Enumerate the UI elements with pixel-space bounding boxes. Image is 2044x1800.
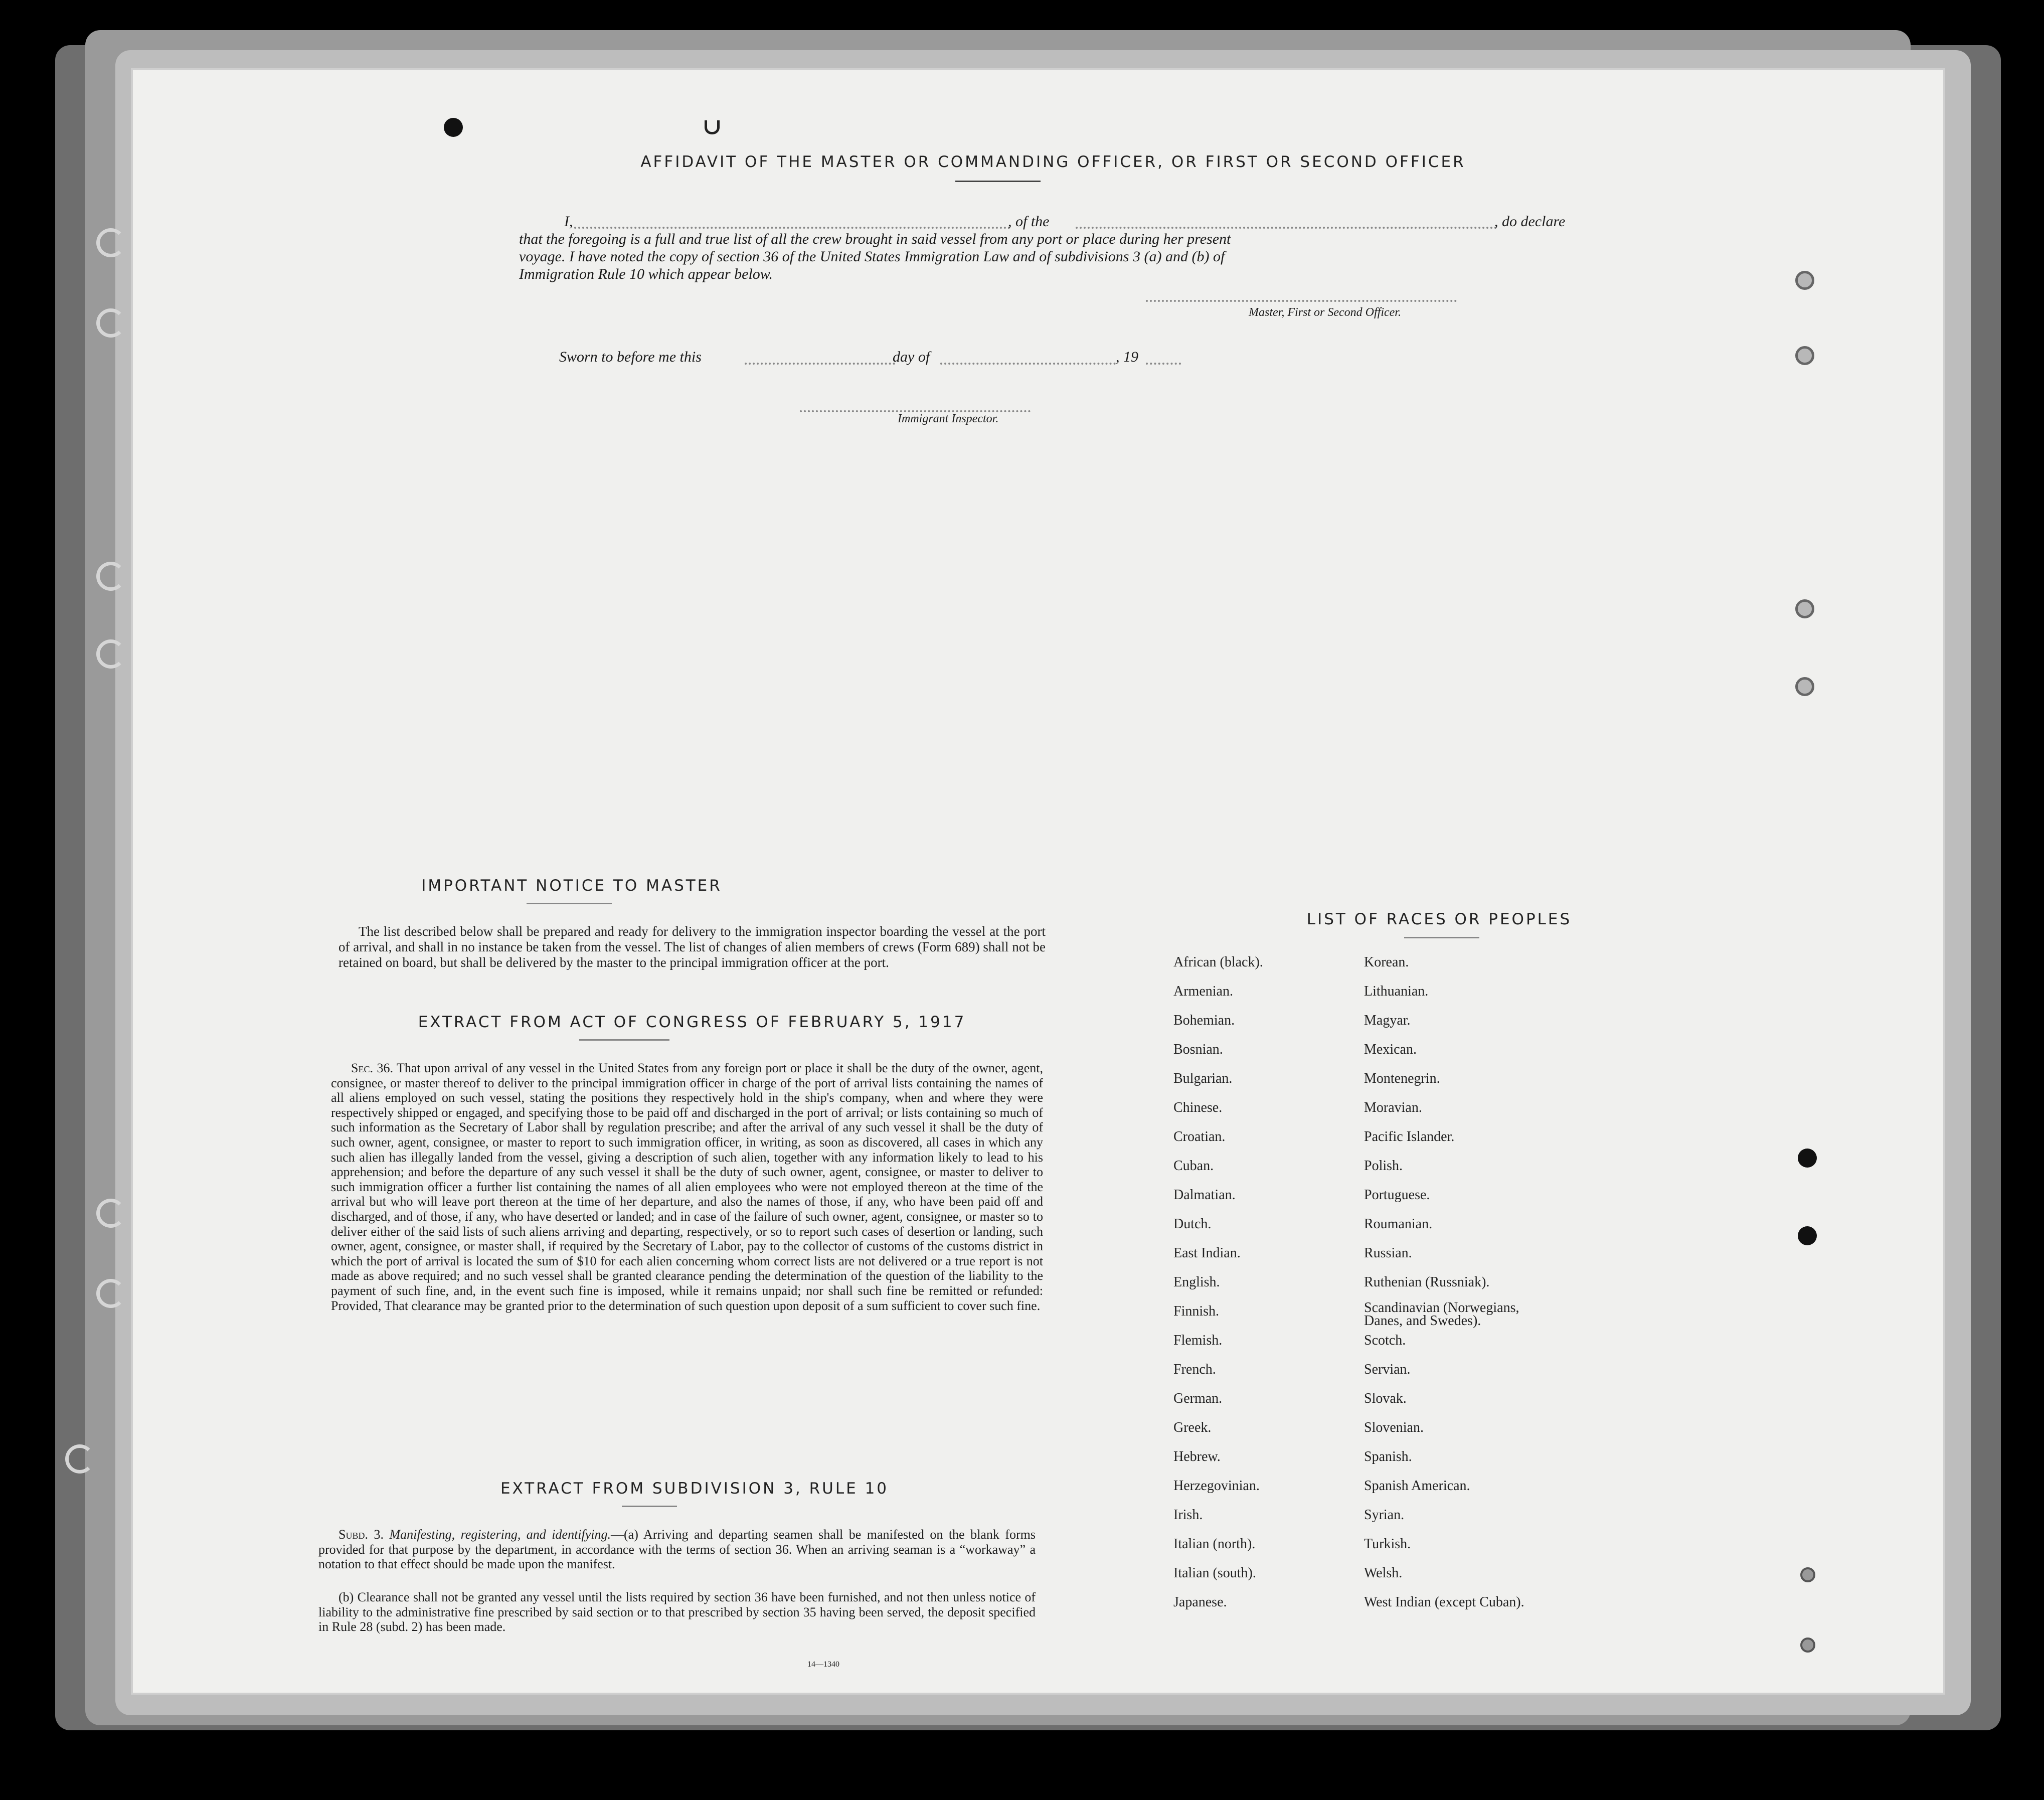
race-item: Croatian. (1173, 1129, 1226, 1144)
affidavit-title: AFFIDAVIT OF THE MASTER OR COMMANDING OFFICER, OR FIRST OR SECOND OFFICER (640, 153, 1466, 171)
master-signature-label: Master, First or Second Officer. (1249, 306, 1401, 319)
race-item: Japanese. (1173, 1594, 1227, 1610)
master-signature-line (1146, 300, 1457, 302)
race-item: Portuguese. (1364, 1187, 1430, 1203)
race-item: Chinese. (1173, 1100, 1223, 1115)
rule-subd-title: Manifesting, registering, and identifying. (389, 1527, 611, 1542)
race-item: Russian. (1364, 1245, 1412, 1261)
binder-ring (96, 639, 125, 669)
race-item: Montenegrin. (1364, 1071, 1440, 1086)
notice-underline (527, 903, 612, 904)
punch-hole (1800, 1567, 1815, 1582)
race-item: Lithuanian. (1364, 984, 1429, 999)
race-item: Mexican. (1364, 1042, 1417, 1057)
binder-hook-mark (705, 120, 720, 134)
race-item: Spanish American. (1364, 1478, 1470, 1494)
binder-ring (65, 1444, 94, 1474)
races-underline (1404, 937, 1479, 938)
race-item: Bohemian. (1173, 1013, 1235, 1028)
race-item: English. (1173, 1274, 1220, 1290)
races-title: LIST OF RACES OR PEOPLES (1306, 910, 1572, 928)
race-item: Scandinavian (Norwegians, Danes, and Swedes). (1364, 1300, 1519, 1329)
race-item: German. (1173, 1391, 1223, 1406)
punch-hole (1795, 599, 1814, 618)
sworn-label: Sworn to before me this (559, 349, 702, 365)
race-item: Irish. (1173, 1507, 1203, 1523)
race-item: Welsh. (1364, 1565, 1403, 1581)
title-underline (955, 181, 1041, 182)
affidavit-line-1: that the foregoing is a full and true list of all the crew brought in said vessel from any port or place during her present (519, 231, 1231, 247)
day-of-label: day of (893, 349, 930, 365)
race-item: Polish. (1364, 1158, 1403, 1174)
affidavit-line-2: voyage. I have noted the copy of section 36 of the United States Immigration Law and of subdivisions 3 (a) and (b) of (519, 248, 1225, 265)
act-sec-label: Sec. 36. (351, 1061, 393, 1075)
binder-ring (96, 228, 125, 257)
race-item: Finnish. (1173, 1303, 1220, 1319)
affidavit-line-3: Immigration Rule 10 which appear below. (519, 266, 773, 282)
race-item: Pacific Islander. (1364, 1129, 1455, 1144)
sworn-day-blank (745, 363, 895, 365)
race-item: Dutch. (1173, 1216, 1212, 1232)
act-title: EXTRACT FROM ACT OF CONGRESS OF FEBRUARY 5, 1917 (418, 1013, 966, 1031)
vessel-blank (1076, 227, 1497, 229)
race-item: Italian (south). (1173, 1565, 1256, 1581)
punch-hole (1795, 271, 1814, 290)
race-item: Servian. (1364, 1362, 1411, 1377)
punch-hole (444, 118, 463, 137)
race-item: Slovak. (1364, 1391, 1407, 1406)
race-item: African (black). (1173, 954, 1263, 970)
inspector-label: Immigrant Inspector. (898, 412, 999, 425)
race-item: Roumanian. (1364, 1216, 1433, 1232)
race-item: Herzegovinian. (1173, 1478, 1260, 1494)
punch-hole (1798, 1149, 1817, 1168)
notice-text: The list described below shall be prepared and ready for delivery to the immigration inspector boarding the vessel at the port of arrival, and shall in no instance be taken from the vessel. The list of changes of alien members of crews (Form 689) shall not be retained on board, but shall be delivered by the master to the principal immigration officer at the port. (338, 924, 1046, 970)
rule-text-a-body: —(a) Arriving and departing seamen shall be manifested on the blank forms provided for that purpose by the department, in accordance with the terms of section 36. When an arriving seaman is a “workaway” a notation to that effect should be made upon the manifest. (318, 1527, 1036, 1571)
act-text (331, 1061, 1043, 1313)
race-item: Syrian. (1364, 1507, 1405, 1523)
rule-subd-label: Subd. 3. (338, 1527, 384, 1542)
notice-title: IMPORTANT NOTICE TO MASTER (421, 877, 722, 895)
affidavit-of-the: , of the (1008, 213, 1050, 230)
binder-ring (96, 1199, 125, 1228)
rule-underline (622, 1506, 677, 1507)
race-item: Armenian. (1173, 984, 1233, 999)
form-number: 14—1340 (807, 1660, 839, 1669)
race-item: Bulgarian. (1173, 1071, 1233, 1086)
race-item: West Indian (except Cuban). (1364, 1594, 1524, 1610)
act-underline (579, 1039, 669, 1041)
race-item: Korean. (1364, 954, 1409, 970)
race-item: Flemish. (1173, 1333, 1223, 1348)
rule-text-b: (b) Clearance shall not be granted any vessel until the lists required by section 36 have been furnished, and not then unless notice of liability to the administrative fine prescribed by said section or to that prescribed by section 35 having been served, the deposit specified in Rule 28 (subd. 2) has been made. (318, 1590, 1036, 1634)
race-item: Slovenian. (1364, 1420, 1424, 1435)
binder-ring (96, 308, 125, 338)
race-item: Italian (north). (1173, 1536, 1256, 1552)
punch-hole (1798, 1226, 1817, 1245)
year-blank (1146, 363, 1181, 365)
document-page (133, 70, 1943, 1693)
race-item: Magyar. (1364, 1013, 1411, 1028)
race-item: Moravian. (1364, 1100, 1422, 1115)
punch-hole (1800, 1638, 1815, 1653)
rule-title: EXTRACT FROM SUBDIVISION 3, RULE 10 (500, 1480, 889, 1498)
race-item: Ruthenian (Russniak). (1364, 1274, 1490, 1290)
race-item: Hebrew. (1173, 1449, 1221, 1464)
race-item: Cuban. (1173, 1158, 1214, 1174)
name-blank (574, 227, 1010, 229)
binder-ring (96, 1279, 125, 1308)
race-item: French. (1173, 1362, 1216, 1377)
year-label: , 19 (1116, 349, 1138, 365)
affidavit-do-declare: , do declare (1494, 213, 1566, 230)
sworn-month-blank (940, 363, 1116, 365)
race-item: East Indian. (1173, 1245, 1241, 1261)
race-item: Scotch. (1364, 1333, 1406, 1348)
race-item: Spanish. (1364, 1449, 1412, 1464)
binder-ring (96, 562, 125, 591)
rule-text-a (318, 1527, 1036, 1572)
race-item: Turkish. (1364, 1536, 1411, 1552)
act-sec-text: That upon arrival of any vessel in the United States from any foreign port or place it shall be the duty of the owner, agent, consignee, or master thereof to deliver to the principal immigration officer in charge of the port of arrival lists containing the names of all aliens employed on such vessel, stating the positions they respectively hold in the ship's company, when and where they were respectively shipped or engaged, and specifying those to be paid off and discharged in the port of arrival; or lists containing so much of such information as the Secretary of Labor shall by regulation prescribe; and after the arrival of any such vessel it shall be the duty of such owner, agent, consignee, or master to report to such immigration officer, in writing, as soon as discovered, all cases in which any such alien has illegally landed from the vessel, giving a description of such alien, together with any information likely to lead to his apprehension; and before the departure of any such vessel it shall be the duty of such owner, agent, consignee, or master to deliver to such immigration officer a further list containing the names of all alien employees who were not employed thereon at the time of the arrival but who will leave port thereon at the time of her departure, and also the names of those, if any, who have been paid off and discharged, and of those, if any, who have deserted or landed; and in case of the failure of such owner, agent, consignee, or master so to deliver either of the said lists of such aliens arriving and departing, respectively, or so to report such cases of desertion or landing, such owner, agent, consignee, or master shall, if required by the Secretary of Labor, pay to the collector of customs of the customs district in which the port of arrival is located the sum of $10 for each alien concerning whom correct lists are not delivered or a true report is not made as above required; and no such vessel shall be granted clearance pending the determination of the question of the liability to the payment of such fine, and, in the event such fine is imposed, while it remains unpaid; nor shall such fine be remitted or refunded: Provided, That clearance may be granted prior to the determination of such question upon deposit of a sum sufficient to cover such fine. (331, 1061, 1044, 1313)
race-item: Bosnian. (1173, 1042, 1223, 1057)
race-item: Dalmatian. (1173, 1187, 1236, 1203)
punch-hole (1795, 677, 1814, 696)
race-item: Greek. (1173, 1420, 1212, 1435)
affidavit-i: I, (564, 213, 573, 230)
punch-hole (1795, 346, 1814, 365)
